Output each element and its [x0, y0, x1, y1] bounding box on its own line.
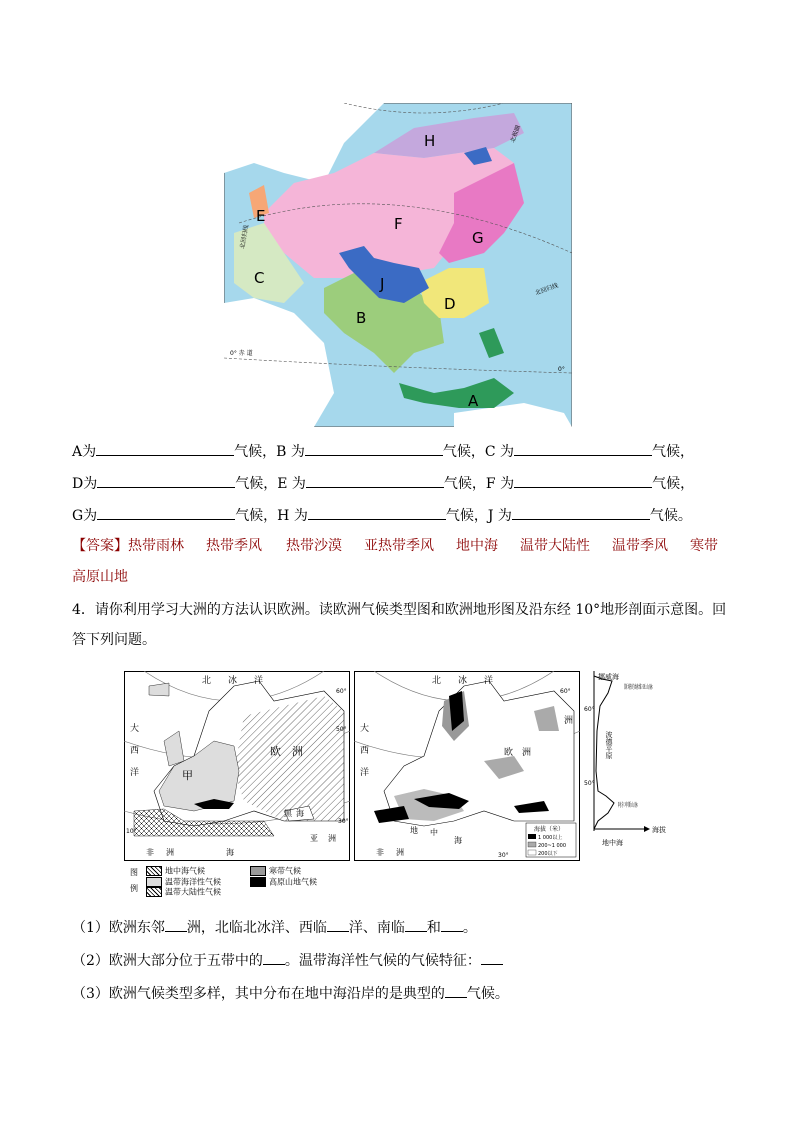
- profile-plain: 波德平原: [605, 731, 613, 759]
- map1-zhou2: 洲: [328, 834, 336, 843]
- legend-item: 地中海气候: [146, 866, 221, 877]
- legend-item: 寒带气候: [250, 866, 317, 877]
- map2-fei-zhou: 洲: [396, 848, 404, 857]
- map1-ocean: 洋: [254, 676, 264, 686]
- label-a: A为: [72, 444, 97, 460]
- label-c: 气候，C 为: [442, 444, 515, 460]
- map2-lon30: 30°: [498, 852, 509, 859]
- answer-item: 温带大陆性: [520, 538, 590, 554]
- map2-ocean: 洋: [484, 676, 494, 686]
- profile-mountain2: 阿尔卑斯山脉: [618, 803, 638, 810]
- label-d: D为: [72, 476, 98, 492]
- asia-label-e: E: [256, 207, 266, 225]
- asia-label-a: A: [468, 392, 479, 410]
- profile-lat50: 50°: [584, 780, 595, 787]
- blank-a[interactable]: [96, 441, 234, 456]
- map2-hai: 海: [454, 836, 462, 845]
- terrain-profile: [584, 671, 674, 861]
- map2-di: 地: [410, 826, 418, 835]
- arctic-circle-label: 北极圈: [509, 124, 523, 144]
- map2-legend-title: 海拔（米）: [534, 826, 565, 833]
- tropic-label-east: 北回归线: [534, 282, 560, 297]
- map2-legend-item: 200以下: [538, 851, 558, 857]
- profile-top: 挪威海: [598, 673, 619, 681]
- legend-item: 温带大陆性气候: [146, 887, 221, 898]
- asia-label-d: D: [444, 295, 456, 313]
- blank-q1-c[interactable]: [405, 917, 427, 932]
- map1-hai: 海: [296, 809, 304, 818]
- map1-fei-zhou: 洲: [166, 848, 174, 857]
- blank-g[interactable]: [97, 505, 235, 520]
- map1-lat60: 60°: [336, 688, 347, 695]
- blank-q1-d[interactable]: [441, 917, 463, 932]
- answer-tag: 【答案】: [72, 538, 128, 554]
- map1-lat50: 50°: [336, 726, 347, 733]
- blank-d[interactable]: [97, 473, 235, 488]
- map1-hei: 黑: [284, 809, 292, 818]
- label-end-1: 气候，: [652, 444, 695, 460]
- label-j: 气候，J 为: [445, 508, 512, 524]
- map2-zhong: 中: [430, 828, 438, 837]
- q4-line2: 答下列问题。: [72, 632, 156, 648]
- asia-climate-map: [224, 103, 572, 427]
- map2-zhou: 洲: [522, 748, 532, 758]
- blank-row-2: [72, 473, 694, 494]
- map2-ou: 欧: [504, 748, 514, 758]
- climate-legend: [130, 866, 350, 898]
- answer-item: 热带雨林: [128, 538, 184, 554]
- asia-label-f: F: [394, 215, 403, 233]
- blank-c[interactable]: [514, 441, 652, 456]
- blank-q1-b[interactable]: [327, 917, 349, 932]
- asia-label-c: C: [254, 269, 265, 287]
- answer-item: 温带季风: [612, 538, 668, 554]
- subq-1: （1）欧洲东邻 洲，北临北冰洋、西临 洋、南临 和 。: [72, 917, 477, 938]
- legend-title-1: 图: [130, 868, 138, 877]
- blank-b[interactable]: [305, 441, 443, 456]
- map1-ya: 亚: [310, 834, 318, 843]
- map2-yang: 洋: [360, 768, 370, 778]
- label-e: 气候，E 为: [235, 476, 306, 492]
- map2-north: 北: [432, 676, 442, 686]
- map1-lon10: 10°: [126, 828, 137, 835]
- map2-ice: 冰: [458, 676, 468, 686]
- blank-q2-a[interactable]: [263, 950, 285, 965]
- answer-wrap: 高原山地: [72, 569, 128, 585]
- map1-north: 北: [202, 676, 212, 686]
- europe-climate-map: [124, 671, 350, 861]
- blank-e[interactable]: [306, 473, 444, 488]
- map1-lon30: 30°: [338, 818, 349, 825]
- legend-item: 高原山地气候: [250, 877, 317, 888]
- map2-xi: 西: [360, 746, 370, 756]
- label-h: 气候，H 为: [235, 508, 308, 524]
- answer-item: 亚热带季风: [364, 538, 434, 554]
- blank-q1-a[interactable]: [165, 917, 187, 932]
- label-b: 气候，B 为: [234, 444, 305, 460]
- equator-label-right: 0°: [558, 366, 565, 373]
- tropic-label-west: 北回归线: [239, 224, 251, 250]
- label-end-2: 气候，: [652, 476, 695, 492]
- europe-terrain-map: [354, 671, 580, 861]
- map2-legend-item: 200~1 000: [538, 843, 567, 849]
- asia-label-h: H: [424, 132, 436, 150]
- label-g: G为: [72, 508, 98, 524]
- profile-axis: 海拔: [652, 826, 666, 834]
- blank-row-1: [72, 441, 694, 462]
- legend-title-2: 例: [130, 884, 138, 893]
- blank-q3-a[interactable]: [445, 983, 467, 998]
- blank-j[interactable]: [512, 505, 650, 520]
- map2-fei: 非: [376, 848, 384, 857]
- map1-ou: 欧: [270, 745, 281, 758]
- subq-2: （2）欧洲大部分位于五带中的 。温带海洋性气候的气候特征：: [72, 950, 503, 971]
- map1-da: 大: [130, 724, 140, 734]
- legend-item: 温带海洋性气候: [146, 877, 221, 888]
- asia-label-j: J: [380, 275, 385, 293]
- label-end-3: 气候。: [649, 508, 692, 524]
- q4-line1: 4．请你利用学习大洲的方法认识欧洲。读欧洲气候类型图和欧洲地形图及沿东经 10°地形剖面示意图。回: [72, 602, 727, 618]
- label-f: 气候，F 为: [443, 476, 515, 492]
- asia-label-b: B: [356, 309, 367, 327]
- blank-row-3: [72, 505, 692, 526]
- map2-lat60: 60°: [560, 688, 571, 695]
- map1-yang: 洋: [130, 768, 140, 778]
- profile-mountain1: 斯堪的纳维亚山脉: [624, 684, 653, 692]
- map1-zhou: 洲: [292, 745, 303, 758]
- answer-item: 热带季风: [206, 538, 262, 554]
- asia-label-g: G: [472, 229, 484, 247]
- map1-xi: 西: [130, 746, 140, 756]
- map2-da: 大: [360, 724, 370, 734]
- answer-item: 寒带: [690, 538, 718, 554]
- profile-lat60: 60°: [584, 706, 595, 713]
- answer-item: 热带沙漠: [286, 538, 342, 554]
- map2-ya-zhou: 洲: [564, 716, 574, 726]
- map2-legend-item: 1 000以上: [538, 835, 563, 841]
- subq-3: （3）欧洲气候类型多样，其中分布在地中海沿岸的是典型的 气候。: [72, 983, 509, 1004]
- answer-line: [72, 536, 718, 556]
- profile-bottom: 地中海: [602, 839, 623, 847]
- blank-f[interactable]: [514, 473, 652, 488]
- answer-item: 地中海: [456, 538, 498, 554]
- map1-hai2: 海: [226, 848, 234, 857]
- map1-fei: 非: [146, 848, 154, 857]
- blank-q2-b[interactable]: [481, 950, 503, 965]
- map1-jia: 甲: [182, 769, 193, 782]
- equator-label: 0° 赤 道: [230, 350, 253, 357]
- map1-ice: 冰: [228, 676, 238, 686]
- blank-h[interactable]: [308, 505, 446, 520]
